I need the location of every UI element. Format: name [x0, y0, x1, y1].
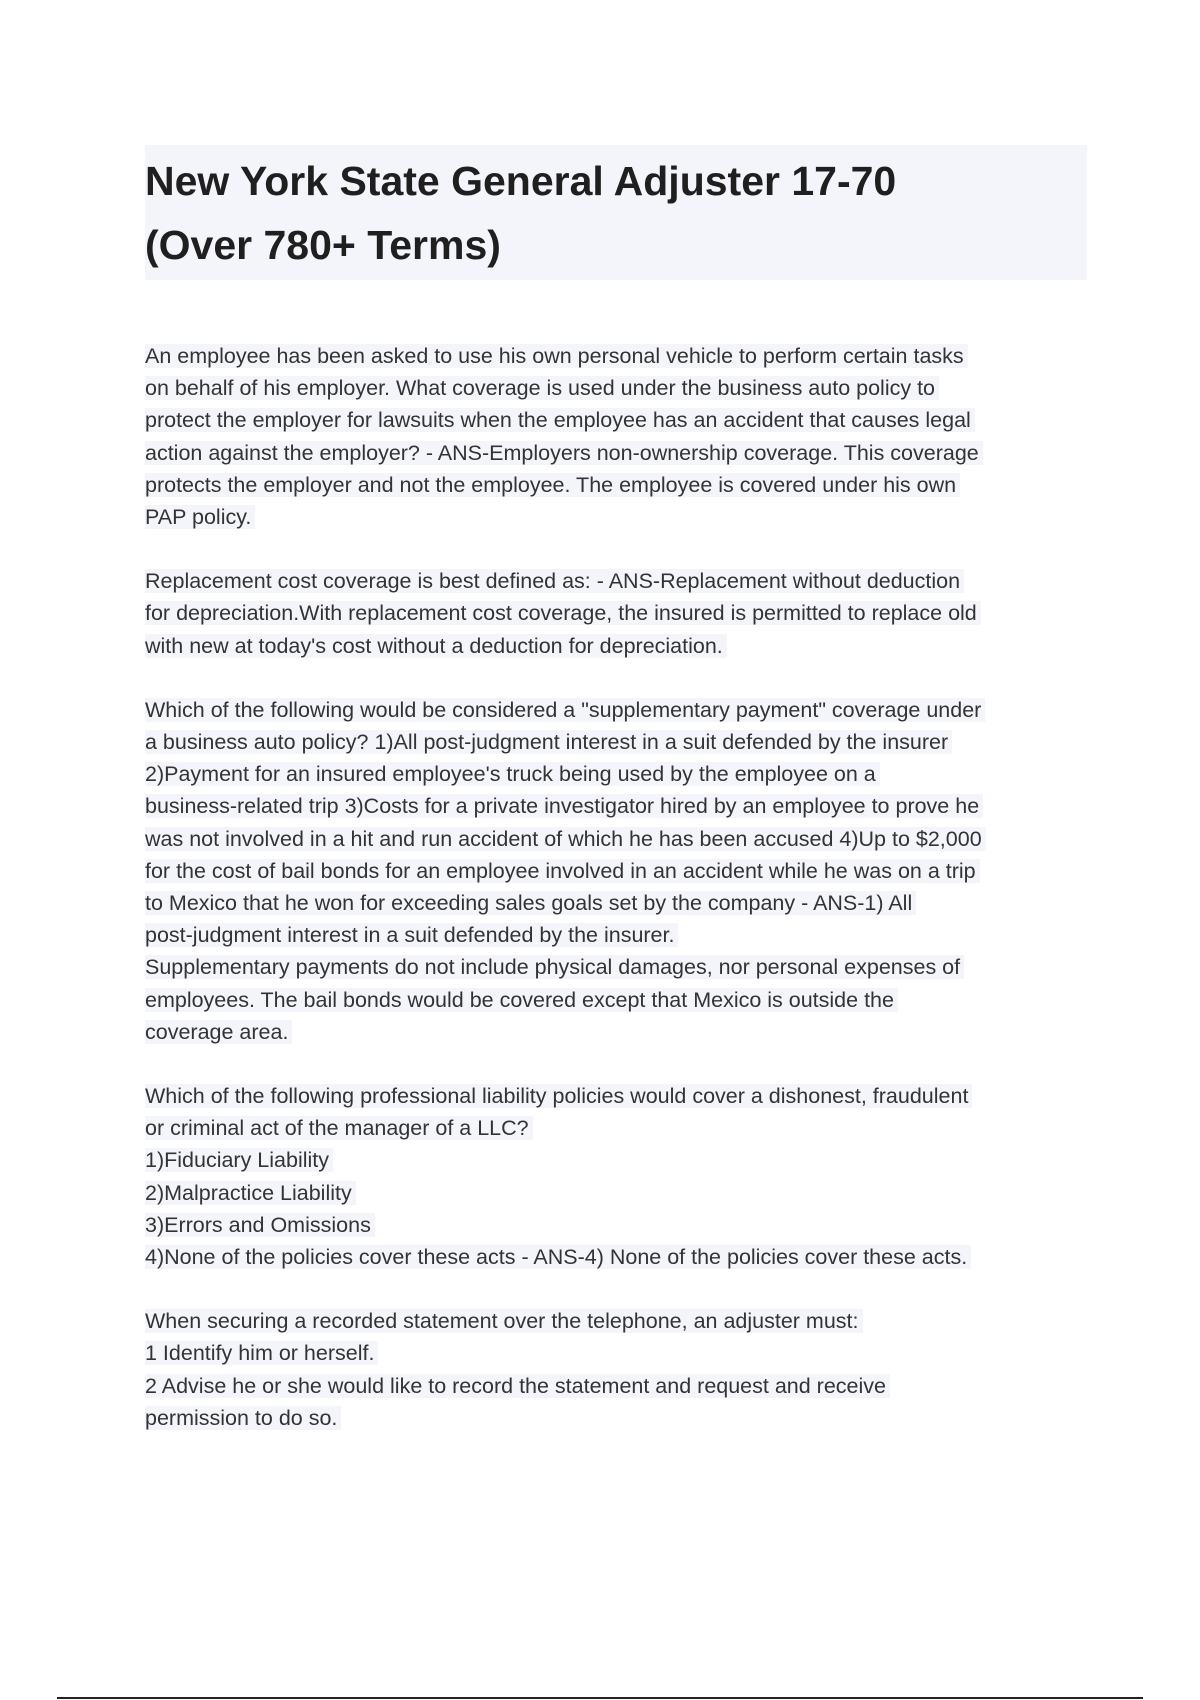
text-line-content: on behalf of his employer. What coverage is used under the business auto policy to — [145, 376, 939, 400]
text-line — [145, 1177, 1095, 1209]
text-line-content: An employee has been asked to use his own personal vehicle to perform certain tasks — [145, 344, 968, 368]
text-line-content: 2)Payment for an insured employee's truck being used by the employee on a — [145, 762, 880, 786]
text-line-content: When securing a recorded statement over the telephone, an adjuster must: — [145, 1309, 863, 1333]
text-line — [145, 1241, 1095, 1273]
text-line — [145, 630, 1095, 662]
text-line — [145, 887, 1095, 919]
text-line-content: Replacement cost coverage is best defined as: - ANS-Replacement without deduction — [145, 569, 964, 593]
text-line-content: 2 Advise he or she would like to record the statement and request and receive — [145, 1374, 890, 1398]
text-line-content: employees. The bail bonds would be covered except that Mexico is outside the — [145, 988, 898, 1012]
text-line-content: coverage area. — [145, 1020, 292, 1044]
document-body — [145, 340, 1095, 1466]
text-line-content: Supplementary payments do not include physical damages, nor personal expenses of — [145, 955, 964, 979]
title-line-1: New York State General Adjuster 17-70 — [145, 158, 897, 204]
text-line-content: PAP policy. — [145, 505, 255, 529]
qa-paragraph-4 — [145, 1080, 1095, 1273]
text-line — [145, 1080, 1095, 1112]
page-bottom-rule — [57, 1697, 1143, 1699]
text-line-content: permission to do so. — [145, 1406, 341, 1430]
text-line — [145, 951, 1095, 983]
text-line — [145, 919, 1095, 951]
text-line-content: for depreciation.With replacement cost coverage, the insured is permitted to replace old — [145, 601, 981, 625]
text-line-content: business-related trip 3)Costs for a private investigator hired by an employee to prove he — [145, 794, 983, 818]
text-line-content: 3)Errors and Omissions — [145, 1213, 375, 1237]
text-line-content: for the cost of bail bonds for an employee involved in an accident while he was on a trip — [145, 859, 980, 883]
title-line-2: (Over 780+ Terms) — [145, 222, 501, 268]
text-line-content: action against the employer? - ANS-Employers non-ownership coverage. This coverage — [145, 441, 983, 465]
text-line-content: to Mexico that he won for exceeding sales goals set by the company - ANS-1) All — [145, 891, 916, 915]
text-line-content: a business auto policy? 1)All post-judgment interest in a suit defended by the insurer — [145, 730, 952, 754]
text-line-content: or criminal act of the manager of a LLC? — [145, 1116, 533, 1140]
text-line-content: Which of the following would be considered a "supplementary payment" coverage under — [145, 698, 985, 722]
text-line — [145, 1402, 1095, 1434]
text-line — [145, 565, 1095, 597]
text-line — [145, 1209, 1095, 1241]
qa-paragraph-2 — [145, 565, 1095, 662]
text-line — [145, 1337, 1095, 1369]
text-line-content: post-judgment interest in a suit defended by the insurer. — [145, 923, 678, 947]
text-line — [145, 758, 1095, 790]
text-line — [145, 437, 1095, 469]
text-line-content: 1)Fiduciary Liability — [145, 1148, 333, 1172]
text-line-content: Which of the following professional liability policies would cover a dishonest, fraudulent — [145, 1084, 972, 1108]
text-line — [145, 597, 1095, 629]
text-line — [145, 694, 1095, 726]
text-line — [145, 823, 1095, 855]
text-line-content: protect the employer for lawsuits when the employee has an accident that causes legal — [145, 408, 975, 432]
text-line — [145, 1305, 1095, 1337]
qa-paragraph-5 — [145, 1305, 1095, 1434]
text-line-content: with new at today's cost without a deduction for depreciation. — [145, 634, 727, 658]
text-line — [145, 790, 1095, 822]
text-line-content: was not involved in a hit and run accident of which he has been accused 4)Up to $2,000 — [145, 827, 986, 851]
text-line — [145, 726, 1095, 758]
text-line — [145, 855, 1095, 887]
text-line-content: protects the employer and not the employee. The employee is covered under his own — [145, 473, 960, 497]
text-line-content: 1 Identify him or herself. — [145, 1341, 378, 1365]
text-line — [145, 1016, 1095, 1048]
text-line — [145, 501, 1095, 533]
text-line — [145, 1144, 1095, 1176]
text-line — [145, 1112, 1095, 1144]
qa-paragraph-3 — [145, 694, 1095, 1048]
text-line-content: 4)None of the policies cover these acts - ANS-4) None of the policies cover these acts. — [145, 1245, 971, 1269]
text-line — [145, 984, 1095, 1016]
qa-paragraph-1 — [145, 340, 1095, 533]
text-line — [145, 404, 1095, 436]
text-line — [145, 1370, 1095, 1402]
text-line — [145, 469, 1095, 501]
text-line — [145, 340, 1095, 372]
text-line-content: 2)Malpractice Liability — [145, 1181, 356, 1205]
text-line — [145, 372, 1095, 404]
document-title — [145, 145, 1087, 280]
